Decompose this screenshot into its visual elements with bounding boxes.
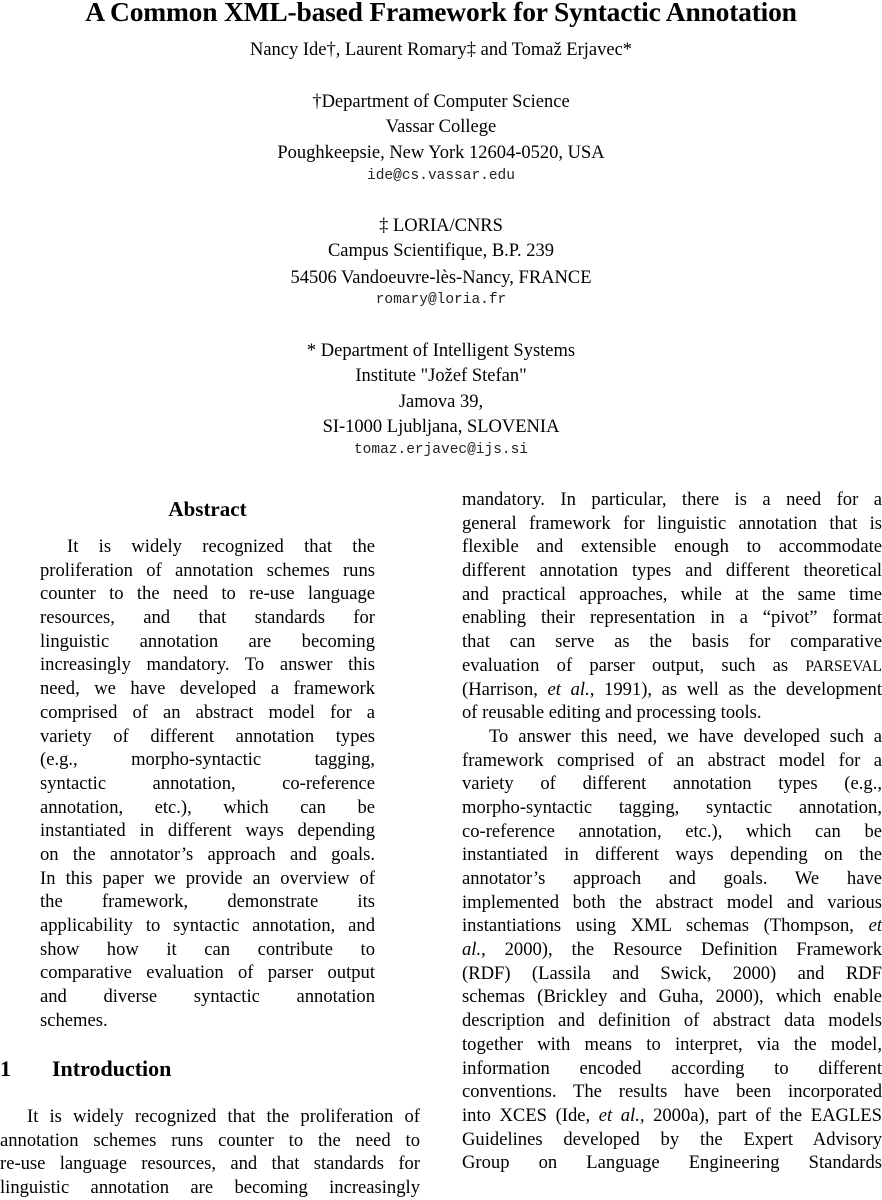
intro-body: [0, 1105, 420, 1200]
text-line: Group on Language Engineering Standards: [462, 1152, 882, 1174]
text-segment: into XCES (Ide,: [462, 1104, 599, 1126]
text-line: variety of different annotation types (e.g.,: [462, 773, 882, 795]
affiliation-line: †Department of Computer Science: [312, 92, 570, 112]
text-line: implemented both the abstract model and various: [462, 891, 882, 913]
text-line: (RDF) (Lassila and Swick, 2000) and RDF: [462, 962, 882, 984]
affiliation-line: Vassar College: [385, 117, 497, 137]
text-line: [462, 678, 882, 702]
text-segment: evaluation of parser output, such as: [462, 654, 806, 676]
text-line: counter to the need to re-use language: [40, 583, 375, 605]
text-line: general framework for linguistic annotation that is: [462, 512, 882, 534]
text-line: description and definition of abstract data models: [462, 1010, 882, 1032]
text-line: mandatory. In particular, there is a need for a: [462, 489, 882, 510]
text-line: (e.g., morpho-syntactic tagging,: [40, 749, 375, 771]
section-heading: Introduction: [52, 1056, 172, 1081]
abstract-heading: Abstract: [168, 497, 247, 521]
text-line: morpho-syntactic tagging, syntactic annotation,: [462, 796, 882, 818]
text-line: flexible and extensible enough to accommodate: [462, 536, 882, 558]
email: ide@cs.vassar.edu: [367, 168, 515, 184]
text-line: enabling their representation in a “pivot” format: [462, 607, 882, 629]
abstract-body: [40, 535, 375, 1032]
italic-text: et al.,: [547, 678, 595, 700]
text-line: together with means to interpret, via the model,: [462, 1033, 882, 1055]
text-segment: instantiations using XML schemas (Thompson,: [462, 915, 869, 937]
affiliation-line: ‡ LORIA/CNRS: [379, 216, 503, 236]
text-line: of reusable editing and processing tools.: [462, 702, 762, 724]
italic-text: al.,: [462, 939, 486, 961]
text-line: schemes.: [40, 1009, 108, 1031]
text-line: that can serve as the basis for comparative: [462, 631, 882, 653]
text-line: co-reference annotation, etc.), which can be: [462, 820, 882, 842]
affiliation-line: Campus Scientifique, B.P. 239: [327, 241, 555, 261]
text-line: applicability to syntactic annotation, and: [40, 915, 375, 936]
affiliation-line: SI-1000 Ljubljana, SLOVENIA: [322, 417, 560, 437]
text-line: framework comprised of an abstract model for a: [462, 749, 882, 771]
text-line: need, we have developed a framework: [40, 678, 375, 700]
text-line: on the annotator’s approach and goals.: [40, 843, 375, 865]
text-line: show how it can contribute to: [40, 938, 375, 960]
text-line: In this paper we provide an overview of: [40, 867, 375, 889]
text-line: different annotation types and different theoretical: [462, 560, 882, 582]
text-line: the framework, demonstrate its: [40, 891, 375, 913]
text-line: conventions. The results have been incorporated: [462, 1081, 882, 1103]
affiliation-line: 54506 Vandoeuvre-lès-Nancy, FRANCE: [290, 268, 592, 288]
text-line: re-use language resources, and that standards for: [0, 1153, 420, 1175]
affiliation-line: Poughkeepsie, New York 12604-0520, USA: [277, 143, 605, 163]
text-line: [462, 914, 882, 938]
text-line: [462, 1104, 882, 1128]
affiliation-line: * Department of Intelligent Systems: [306, 341, 576, 361]
text-line: information encoded according to different: [462, 1057, 882, 1079]
paper-title: A Common XML-based Framework for Syntactic Annotation: [85, 0, 797, 27]
text-line: [462, 938, 882, 962]
small-caps-text: PARSEVAL: [805, 657, 882, 675]
text-line: linguistic annotation are becoming: [40, 630, 375, 652]
text-line: schemas (Brickley and Guha, 2000), which enable: [462, 986, 882, 1008]
text-segment: (Harrison,: [462, 678, 548, 700]
text-line: variety of different annotation types: [40, 725, 375, 747]
italic-text: et al.,: [598, 1104, 645, 1126]
text-line: [462, 654, 882, 678]
text-line: It is widely recognized that the: [67, 536, 375, 557]
right-column-body: [462, 488, 882, 1175]
email: romary@loria.fr: [375, 292, 507, 308]
text-segment: 2000a), part of the EAGLES: [644, 1104, 882, 1126]
text-line: comprised of an abstract model for a: [40, 701, 375, 723]
text-line: and practical approaches, while at the same time: [462, 583, 882, 605]
text-line: syntactic annotation, co-reference: [40, 772, 375, 794]
text-line: To answer this need, we have developed such a: [489, 725, 882, 747]
text-line: annotation, etc.), which can be: [40, 796, 375, 818]
email: tomaz.erjavec@ijs.si: [353, 442, 529, 458]
authors: Nancy Ide†, Laurent Romary‡ and Tomaž Erjavec*: [249, 40, 633, 60]
section-number: 1: [0, 1056, 11, 1081]
italic-text: et: [868, 915, 882, 937]
affiliation-line: Jamova 39,: [398, 392, 484, 412]
text-line: instantiated in different ways depending on the: [462, 844, 882, 866]
affiliation-line: Institute "Jožef Stefan": [355, 366, 527, 386]
text-line: linguistic annotation are becoming increasingly: [0, 1177, 420, 1199]
text-line: proliferation of annotation schemes runs: [40, 559, 375, 581]
text-line: increasingly mandatory. To answer this: [40, 654, 375, 676]
text-segment: 2000), the Resource Definition Framework: [485, 939, 882, 961]
text-line: annotation schemes runs counter to the need to: [0, 1129, 420, 1151]
text-line: comparative evaluation of parser output: [40, 962, 375, 984]
text-line: It is widely recognized that the proliferation of: [27, 1106, 420, 1127]
text-line: and diverse syntactic annotation: [40, 986, 375, 1008]
text-line: resources, and that standards for: [40, 607, 375, 629]
text-segment: 1991), as well as the development: [594, 678, 882, 700]
text-line: Guidelines developed by the Expert Advisory: [462, 1128, 882, 1150]
text-line: annotator’s approach and goals. We have: [462, 868, 882, 889]
text-line: instantiated in different ways depending: [40, 820, 375, 842]
